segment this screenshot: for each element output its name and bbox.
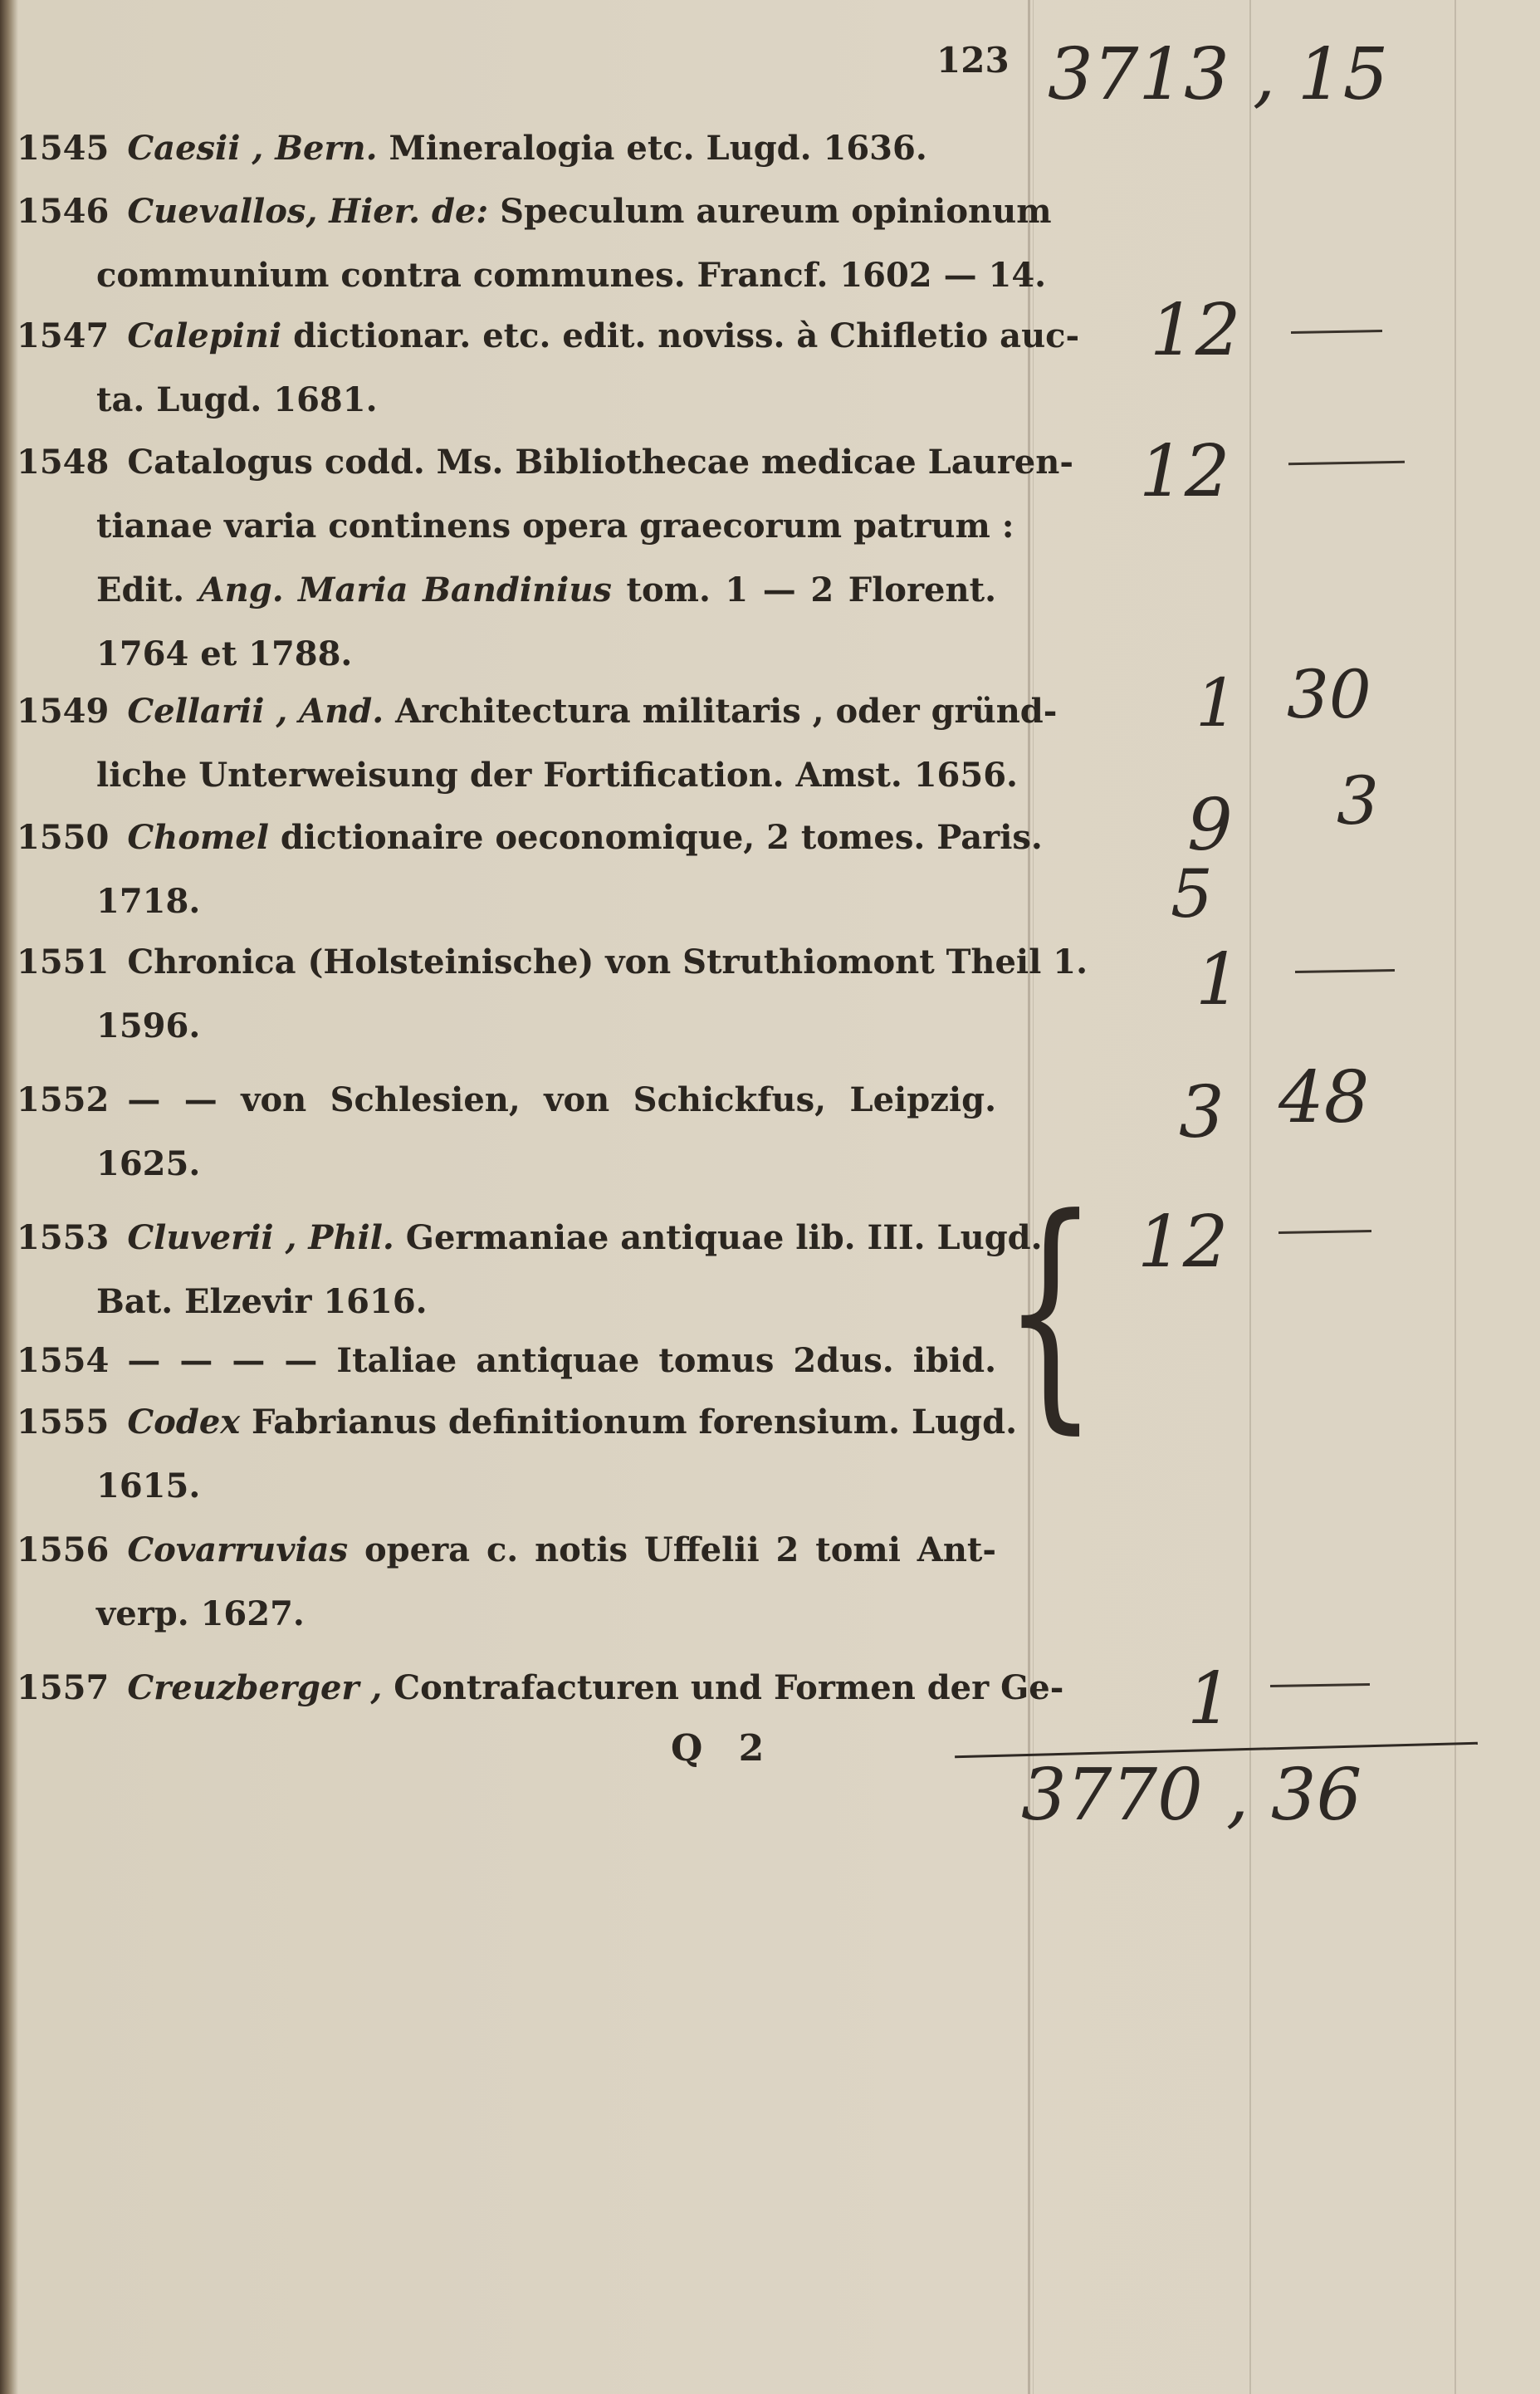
- price-1548: 12: [1139, 430, 1230, 513]
- price-1553-1554: 12: [1137, 1201, 1229, 1284]
- entry-line: 1596.: [96, 1006, 201, 1045]
- catchword: Q 2: [671, 1727, 776, 1770]
- entry-line: 1615.: [96, 1466, 201, 1505]
- entry-line: verp. 1627.: [96, 1594, 305, 1633]
- column-rule: [1249, 0, 1251, 2394]
- price-1549-b: 30: [1287, 656, 1371, 733]
- column-rule: [1454, 0, 1456, 2394]
- catalog-entry-1549: [17, 679, 1058, 807]
- entry-line: 1625.: [96, 1144, 201, 1183]
- price-1550-b: 3: [1337, 762, 1379, 840]
- page-number: 123: [936, 40, 1010, 81]
- price-1551: 1: [1195, 938, 1241, 1021]
- price-1550-c: 5: [1171, 855, 1213, 933]
- entry-line: 1554 — — — — Italiae antiquae tomus 2dus. ibid.: [17, 1341, 996, 1380]
- catalog-entry-1550: [17, 805, 1043, 933]
- catalog-entry-1555: [17, 1390, 1018, 1518]
- entry-line: communium contra communes. Francf. 1602 — 14.: [96, 256, 1047, 295]
- catalog-entry-1545: [17, 116, 996, 180]
- catalog-entry-1552: [17, 1068, 996, 1196]
- entry-line: tianae varia continens opera graecorum patrum :: [96, 507, 1014, 546]
- catalog-entry-1554: [17, 1329, 996, 1393]
- entry-line: ta. Lugd. 1681.: [96, 380, 378, 419]
- price-dash: [1291, 330, 1382, 334]
- entry-line: 1764 et 1788.: [96, 634, 353, 673]
- price-dash: [1278, 1230, 1371, 1234]
- bracket-brace: {: [1003, 1165, 1098, 1455]
- entry-line: 1551 Chronica (Holsteinische) von Struthiomont Theil 1.: [17, 942, 1088, 982]
- price-dash: [1270, 1683, 1370, 1687]
- entry-line: 1546 Cuevallos, Hier. de: Speculum aureum opinionum: [17, 192, 1052, 231]
- entry-line: 1718.: [96, 882, 201, 921]
- entry-line: 1547 Calepini dictionar. etc. edit. noviss. à Chifletio auc-: [17, 316, 1080, 355]
- price-1550-a: 9: [1187, 784, 1233, 867]
- entry-line: liche Unterweisung der Fortification. Amst. 1656.: [96, 756, 1018, 795]
- entry-line: 1555 Codex Fabrianus definitionum forensium. Lugd.: [17, 1403, 1018, 1442]
- catalog-entry-1556: [17, 1518, 996, 1646]
- entry-line: 1552 — — von Schlesien, von Schickfus, Leipzig.: [17, 1080, 996, 1119]
- catalog-entry-1557: [17, 1656, 1064, 1720]
- catalog-entry-1546: [17, 179, 1052, 307]
- entry-line: 1549 Cellarii , And. Architectura militaris , oder gründ-: [17, 692, 1058, 731]
- catalog-entry-1548: [17, 430, 1073, 686]
- entry-line: Edit. Ang. Maria Bandinius tom. 1 — 2 Florent.: [96, 570, 996, 610]
- catalog-entry-1547: [17, 304, 1080, 432]
- carry-total: 3713 ‚ 15: [1048, 33, 1389, 116]
- entry-line: 1545 Caesii , Bern. Mineralogia etc. Lugd. 1636.: [17, 129, 927, 168]
- price-dash: [1295, 969, 1395, 973]
- price-dash: [1288, 461, 1405, 465]
- entry-line: Bat. Elzevir 1616.: [96, 1282, 428, 1321]
- entry-line: 1548 Catalogus codd. Ms. Bibliothecae medicae Lauren-: [17, 443, 1073, 482]
- entry-line: 1556 Covarruvias opera c. notis Uffelii 2 tomi Ant-: [17, 1530, 996, 1569]
- price-1552-b: 48: [1278, 1056, 1370, 1139]
- entry-line: 1553 Cluverii , Phil. Germaniae antiquae lib. III. Lugd.: [17, 1218, 1043, 1257]
- catalog-entry-1553: [17, 1206, 1043, 1334]
- catalog-entry-1551: [17, 930, 1088, 1058]
- price-1557: 1: [1187, 1657, 1233, 1740]
- final-total: 3770 ‚ 36: [1021, 1754, 1362, 1837]
- entry-line: 1550 Chomel dictionaire oeconomique, 2 tomes. Paris.: [17, 818, 1043, 857]
- price-1549-a: 1: [1195, 664, 1238, 742]
- price-1552-a: 3: [1179, 1071, 1225, 1154]
- price-1547: 12: [1150, 289, 1241, 372]
- entry-line: 1557 Creuzberger , Contrafacturen und Formen der Ge-: [17, 1668, 1064, 1707]
